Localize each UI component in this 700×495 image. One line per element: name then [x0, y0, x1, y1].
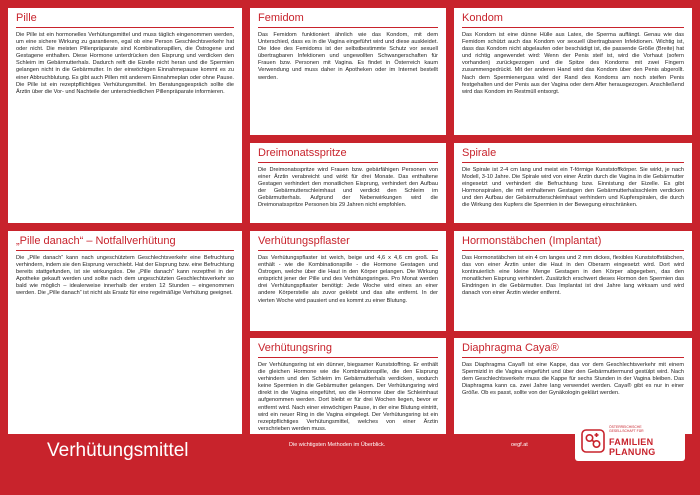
card-spirale	[454, 143, 692, 223]
card-text: Das Hormonstäbchen ist ein 4 cm langes und 2 mm dickes, flexibles Kunststoffstäbchen, das von einer Ärztin unter die Haut in den Oberarm eingesetzt wird. Dort wird kontinuierlich eine kleine Menge Gestagen in den Körper abgegeben, das den monatlichen Eisprung verhindert. Zusätzlich erschwert dieses Hormon den Spermien das Eindringen in die Gebärmutter. Das Implantat ist drei Jahre lang wirksam und wird danach von einer Ärztin wieder entfernt.	[462, 255, 684, 297]
card-title: Dreimonatsspritze	[258, 147, 438, 163]
card-diaphragma	[454, 338, 692, 434]
card-verhuetungsring	[250, 338, 446, 434]
page-title: Verhütungsmittel	[47, 440, 189, 461]
card-title: Diaphragma Caya®	[462, 342, 684, 358]
card-text: Das Kondom ist eine dünne Hülle aus Latex, die Sperma auffängt. Genau wie das Femidom schützt auch das Kondom vor sexuell übertragbaren Infektionen. Wichtig ist, dass das Kondom nicht abgelaufen oder beschädigt ist, die passende Größe (Breite) hat und richtig angewendet wird: Wenn der Penis steif ist, wird die Vorhaut (sofern vorhanden) zurückgezogen und die Spitze des Kondoms mit zwei Fingern zusammengedrückt. Mit der anderen Hand wird das Kondom über den Penis abgerollt. Nach dem Spermienerguss wird der Rand des Kondoms am noch steifen Penis festgehalten und der Penis aus der Vagina oder dem After herausgezogen. Anschließend wird das Kondom im Restmüll entsorgt.	[462, 32, 684, 95]
logo	[575, 421, 685, 461]
card-text: Das Diaphragma Caya® ist eine Kappe, das vor dem Geschlechtsverkehr mit einem Spermizid in die Vagina eingeführt und über den Gebärmuttermund gestülpt wird. Nach dem Geschlechtsverkehr muss die Kappe für sechs Stunden in der Vagina bleiben. Das Diaphragma kann ca. zwei Jahre lang verwendet werden. Caya® gibt es nur in einer Größe. Ob es passt, sollte von der Gynäkologin geklärt werden.	[462, 362, 684, 397]
card-text: Die „Pille danach“ kann nach ungeschütztem Geschlechtsverkehr eine Befruchtung verhindern, indem sie den Eisprung verschiebt. Hat der Eisprung bzw. eine Befruchtung bereits stattgefunden, ist sie wirkungslos. Die „Pille danach“ kann rezeptfrei in der Apotheke gekauft werden und sollte nach dem ungeschützten Geschlechtsverkehr so bald wie möglich – idealerweise innerhalb der ersten 12 Stunden – eingenommen werden. Die „Pille danach“ ist nicht als Ersatz für eine regelmäßige Verhütung geeignet.	[16, 255, 234, 297]
card-pille	[8, 8, 242, 223]
card-title: „Pille danach“ – Notfallverhütung	[16, 235, 234, 251]
card-title: Kondom	[462, 12, 684, 28]
card-femidom	[250, 8, 446, 135]
card-title: Spirale	[462, 147, 684, 163]
card-text: Der Verhütungsring ist ein dünner, biegsamer Kunststoffring. Er enthält die gleichen Hormone wie die Kombinationspille, die den Eisprung verhindern und den Schleim im Gebärmutterhals verdicken, wodurch keine Spermien in die Gebärmutter gelangen. Der Verhütungsring wird direkt in die Vagina eingeführt, wo die Hormone über die Schleimhaut aufgenommen werden. Dort bleibt er für drei Wochen liegen, bevor er entfernt wird. Nach einer einwöchigen Pause, in der eine Blutung eintritt, wird ein neuer Ring in die Vagina eingelegt. Der Verhütungsring ist ein rezeptpflichtiges Verhütungsmittel, welches von einer Ärztin verschrieben werden muss.	[258, 362, 438, 432]
family-planning-logo-icon	[581, 429, 605, 453]
content-board	[8, 8, 692, 434]
website-url: oegf.at	[511, 442, 528, 448]
card-text: Das Femidom funktioniert ähnlich wie das Kondom, mit dem Unterschied, dass es in die Vagina eingeführt wird und diese auskleidet. Die Idee des Femidoms ist der selbstbestimmte Schutz vor sexuell übertragbaren Infektionen und ungewollten Schwangerschaften für Frauen bzw. Personen mit Vagina. Es findet in Österreich kaum Verwendung und muss daher in Apotheken oder im Internet bestellt werden.	[258, 32, 438, 81]
card-title: Femidom	[258, 12, 438, 28]
card-hormonstaebchen	[454, 231, 692, 331]
card-dreimonatsspritze	[250, 143, 446, 223]
card-title: Verhütungsring	[258, 342, 438, 358]
card-text: Das Verhütungspflaster ist weich, beige und 4,6 x 4,6 cm groß. Es enthält - wie die Kombinationspille - die Hormone Gestagen und Östrogen, welche über die Haut in den Körper gelangen. Die Wirkung entspricht jener der Pille und des Verhütungsringes. Pro Monat werden drei Verhütungspflaster benötigt: Jede Woche wird eines an einer andere Körperstelle als zuvor geklebt und das alte entfernt. In der vierten Woche wird pausiert und es kommt zu einer Blutung.	[258, 255, 438, 304]
footer	[0, 425, 700, 495]
card-kondom	[454, 8, 692, 135]
card-text: Die Spirale ist 2-4 cm lang und meist ein T-förmige Kunststoffkörper. Sie wirkt, je nach Modell, 3-10 Jahre. Die Spirale wird von einer Ärztin durch die Vagina in die Gebärmutter eingesetzt und verhindert die Befruchtung bzw. Einnistung der Eizelle. Es gibt Hormonspiralen, die mit enthaltenen Gestagen den Gebärmutterhalsschleim verdicken und den Aufbau der Gebärmutterschleimhaut verhindern und Kupferspiralen, die durch die Wirkung des Kupfers die Spermien in der Bewegung einschränken.	[462, 167, 684, 209]
logo-org-text: ÖSTERREICHISCHE GESELLSCHAFT FÜR	[609, 425, 644, 433]
page-subtitle: Die wichtigsten Methoden im Überblick.	[289, 442, 386, 448]
card-verhuetungspflaster	[250, 231, 446, 331]
card-title: Pille	[16, 12, 234, 28]
card-pille-danach	[8, 231, 242, 434]
card-title: Verhütungspflaster	[258, 235, 438, 251]
logo-name-text: FAMILIEN PLANUNG	[609, 437, 656, 457]
card-text: Die Pille ist ein hormonelles Verhütungsmittel und muss täglich eingenommen werden, um eine sichere Wirkung zu garantieren, egal ob eine Person Geschlechtsverkehr hat oder nicht. Die meisten Pillenpräparate sind Kombinationspillen, die Östrogene und Gestagene enthalten. Diese Hormone unterdrücken den Eisprung und verdicken den Schleim im Gebärmutterhals. Dadurch reift die Eizelle nicht heran und die Spermien gelangen nicht in die Gebärmutter. In der einwöchigen Einnahmepause kommt es zu einer Abbruchblutung. Es gibt auch Pillen mit anderem Einnahmeplan oder ohne Pause. Die Pille ist ein rezeptpflichtiges Verhütungsmittel. Im Beratungsgespräch sollte die Ärztin über die Vor- und Nachteile der unterschiedlichen Pillenpräparate informieren.	[16, 32, 234, 95]
card-text: Die Dreimonatsspritze wird Frauen bzw. gebärfähigen Personen von einer Ärztin verabreicht und wirkt für drei Monate. Das enthaltene Gestagen verhindert den monatlichen Eisprung, verhindert den Aufbau der Gebärmutterschleimhaut und verdickt den Schleim im Gebärmutterhals. Aufgrund der Nebenwirkungen wird die Dreimonatsspritze Personen bis 29 Jahren nicht empfohlen.	[258, 167, 438, 209]
card-title: Hormonstäbchen (Implantat)	[462, 235, 684, 251]
